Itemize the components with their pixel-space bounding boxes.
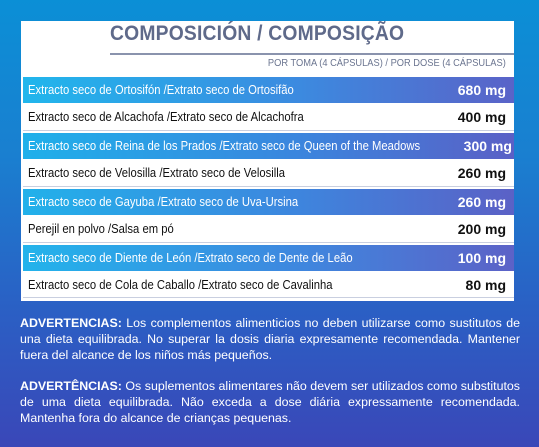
ingredient-name: Extracto seco de Alcachofa /Extrato seco de Alcachofra (28, 110, 304, 125)
ingredient-name: Extracto seco de Velosilla /Extrato seco de Velosilla (28, 166, 286, 181)
ingredient-row (23, 245, 514, 271)
ingredient-row (23, 217, 514, 243)
warning-portuguese (20, 378, 520, 426)
ingredient-name: Perejil en polvo /Salsa em pó (28, 222, 174, 237)
ingredient-amount: 300 mg (463, 137, 512, 154)
ingredient-row (23, 133, 514, 159)
title-divider (110, 53, 514, 55)
warning-spanish (20, 315, 520, 363)
ingredient-name: Extracto seco de Reina de los Prados /Extrato seco de Queen of the Meadows (28, 138, 421, 153)
ingredient-amount: 400 mg (457, 109, 506, 126)
warning-text: Os suplementos alimentares não devem ser utilizados como substitutos de uma dieta equilibrada. Não exceda a dose diária expressamente recomendada. Mantenha fora do alcance de crianças pequenas. (20, 379, 520, 425)
warning-label: ADVERTÊNCIAS: (20, 379, 122, 393)
ingredient-amount: 80 mg (465, 277, 506, 294)
ingredient-row (23, 161, 514, 187)
ingredient-name: Extracto seco de Cola de Caballo /Extrato seco de Cavalinha (28, 278, 333, 293)
ingredient-name: Extracto seco de Gayuba /Extrato seco de Uva-Ursina (28, 194, 299, 209)
ingredient-row (23, 77, 514, 103)
ingredient-amount: 260 mg (457, 165, 506, 182)
ingredient-name: Extracto seco de Diente de León /Extrato seco de Dente de Leão (28, 250, 353, 265)
ingredient-row (23, 105, 514, 131)
ingredient-table (23, 77, 514, 301)
ingredient-name: Extracto seco de Ortosifón /Extrato seco de Ortosifão (28, 82, 294, 97)
ingredient-row (23, 273, 514, 299)
composition-title: COMPOSICIÓN / COMPOSIÇÃO (110, 22, 405, 45)
ingredient-amount: 100 mg (457, 249, 506, 266)
warning-text: Los complementos alimenticios no deben utilizarse como sustitutos de una dieta equilibrada. No superar la dosis diaria expresamente recomendada. Mantener fuera del alcance de los niños más pequeños. (20, 316, 520, 362)
warning-label: ADVERTENCIAS: (20, 316, 122, 330)
ingredient-amount: 200 mg (457, 221, 506, 238)
ingredient-amount: 260 mg (457, 193, 506, 210)
serving-note: POR TOMA (4 CÁPSULAS) / POR DOSE (4 CÁPSULAS) (268, 58, 506, 69)
ingredient-amount: 680 mg (457, 81, 506, 98)
ingredient-row (23, 189, 514, 215)
